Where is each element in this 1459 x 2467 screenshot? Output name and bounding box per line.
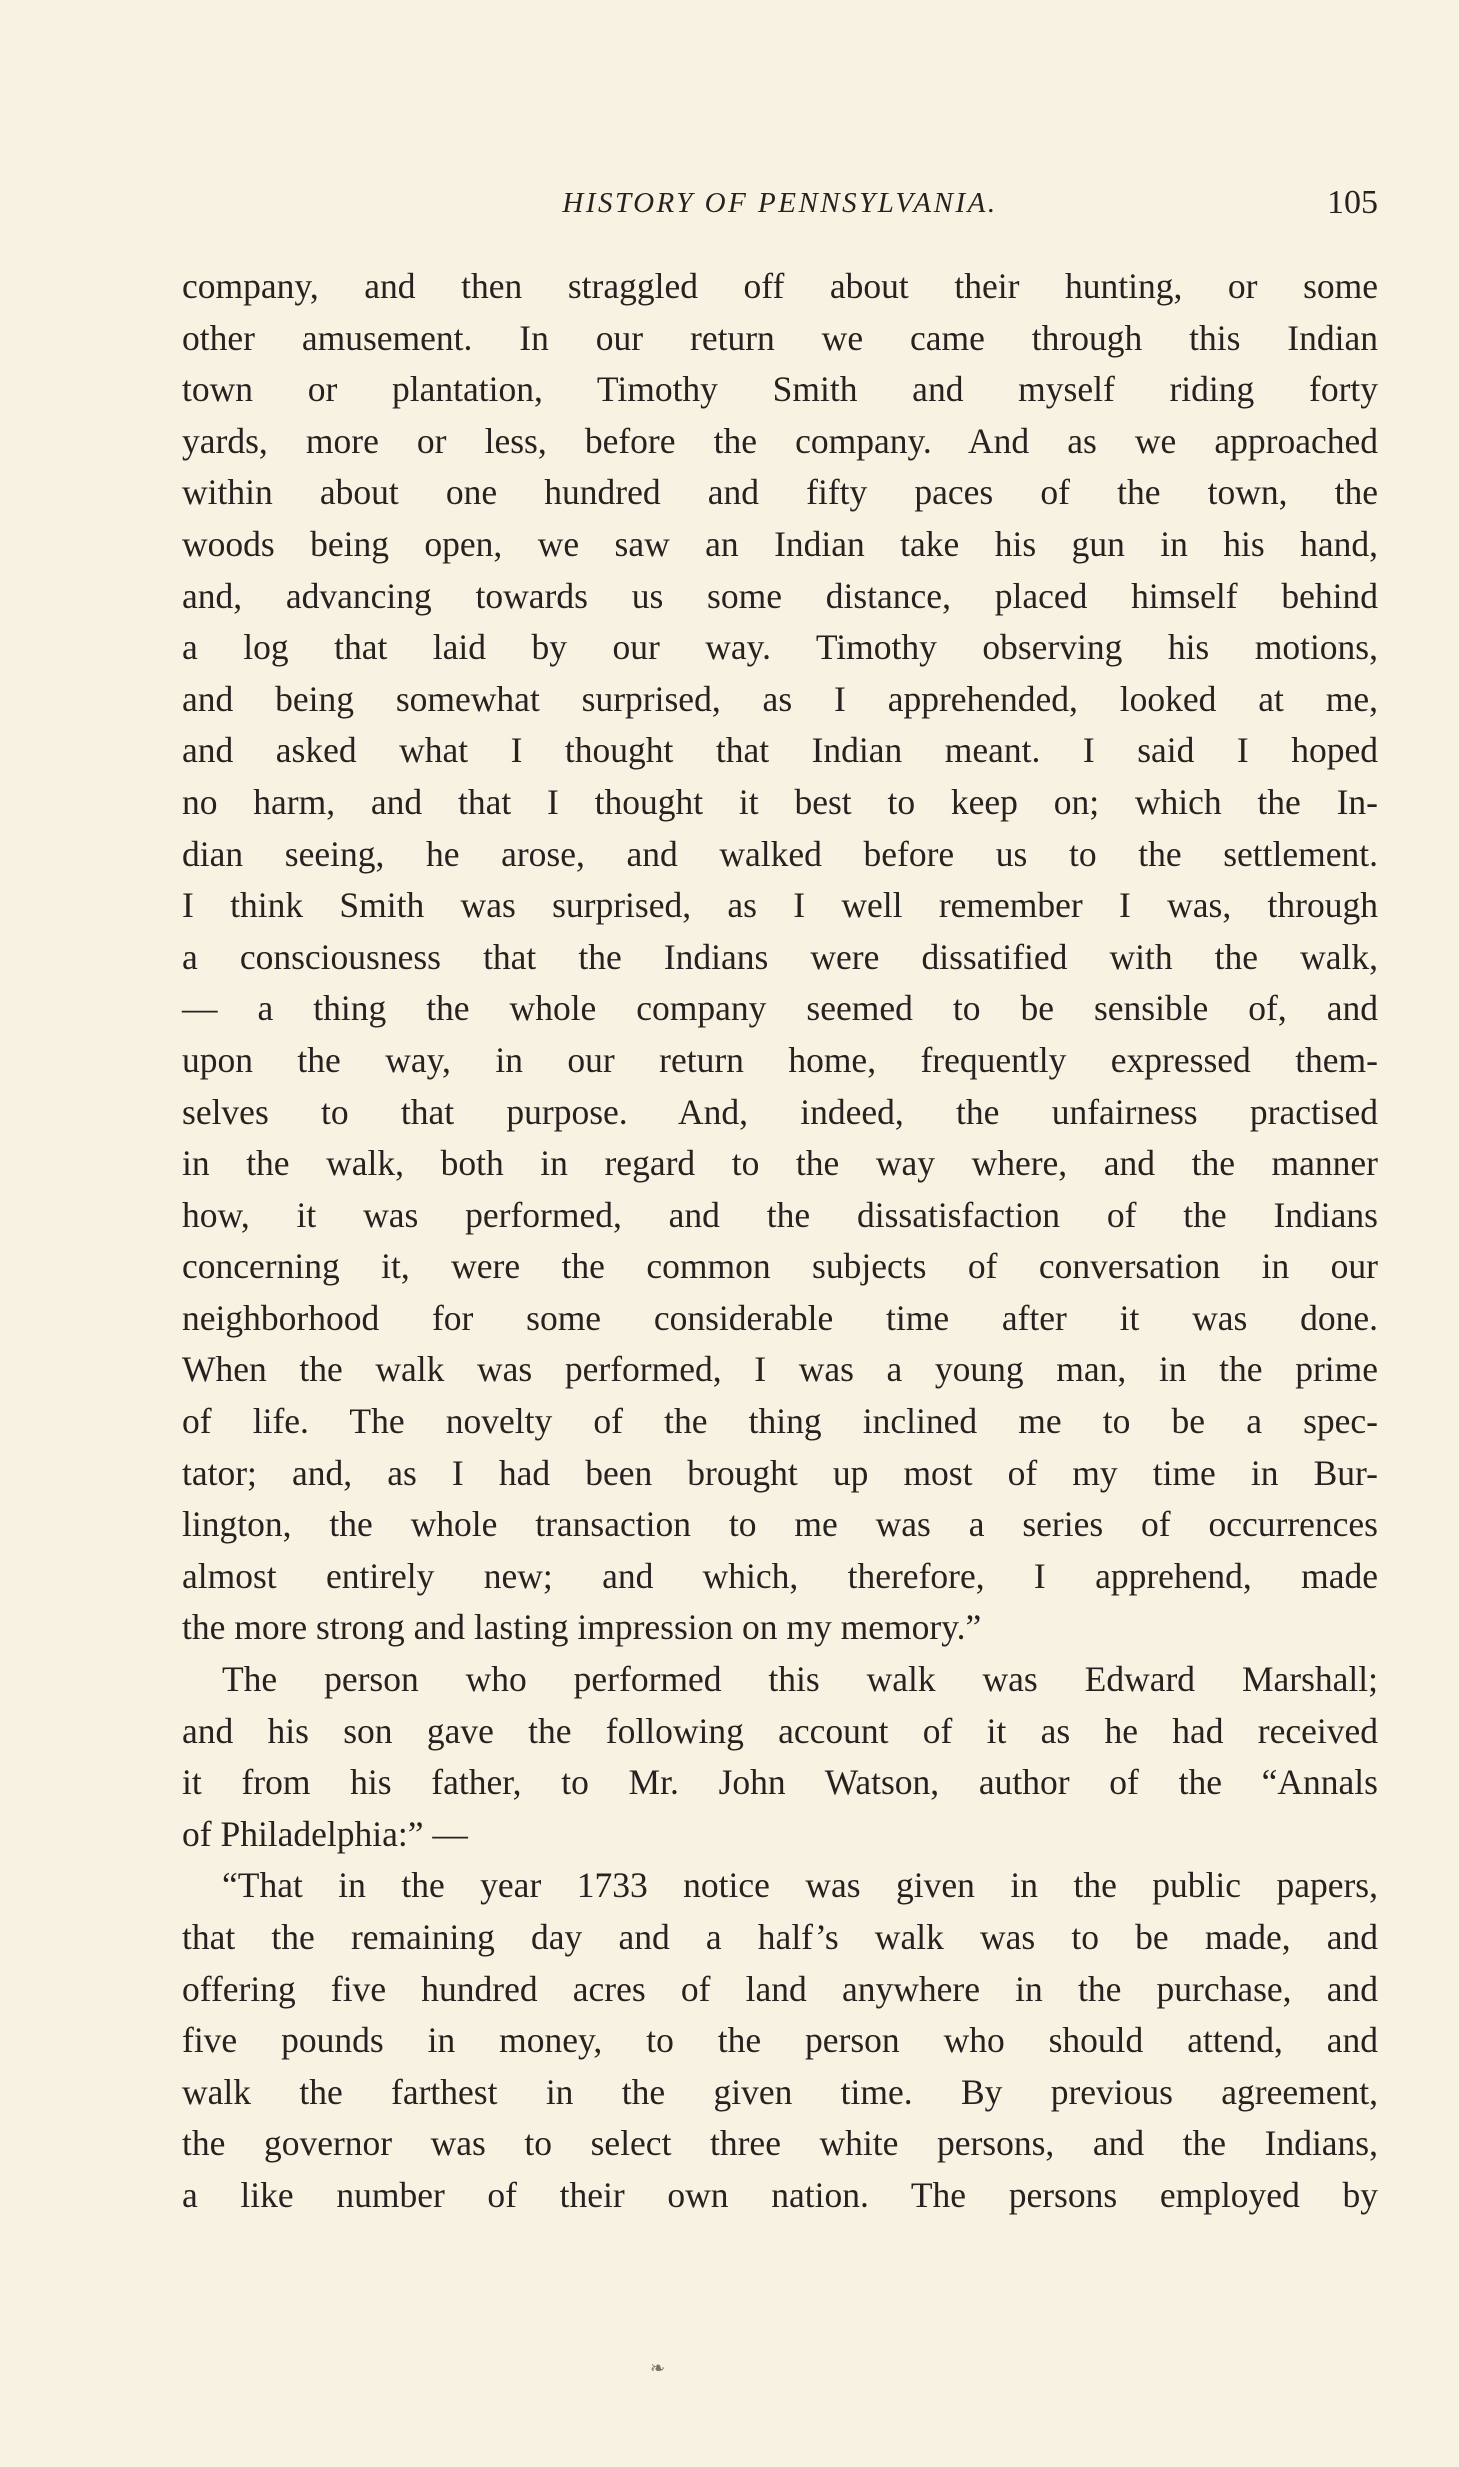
text-line: within about one hundred and fifty paces of the town, the (182, 472, 1378, 513)
text-line: no harm, and that I thought it best to keep on; which the In- (182, 781, 1378, 822)
text-line: town or plantation, Timothy Smith and myself riding forty (182, 369, 1378, 410)
text-line: and his son gave the following account of it as he had received (182, 1710, 1378, 1751)
text-line: of Philadelphia:” — (182, 1813, 468, 1854)
text-line: When the walk was performed, I was a young man, in the prime (182, 1349, 1378, 1390)
text-line: and asked what I thought that Indian meant. I said I hoped (182, 730, 1378, 771)
text-line: and, advancing towards us some distance, placed himself behind (182, 575, 1378, 616)
text-line: “That in the year 1733 notice was given in the public papers, (222, 1865, 1378, 1906)
text-line: neighborhood for some considerable time after it was done. (182, 1297, 1378, 1338)
text-line: the governor was to select three white persons, and the Indians, (182, 2123, 1378, 2164)
text-line: I think Smith was surprised, as I well remember I was, through (182, 885, 1378, 926)
text-line: a like number of their own nation. The persons employed by (182, 2174, 1378, 2215)
running-title: HISTORY OF PENNSYLVANIA. (562, 187, 998, 219)
body-text (182, 261, 1378, 2222)
text-line: the more strong and lasting impression on my memory.” (182, 1607, 982, 1648)
text-line: — a thing the whole company seemed to be sensible of, and (182, 988, 1378, 1029)
text-line: dian seeing, he arose, and walked before us to the settlement. (182, 833, 1378, 874)
text-line: a log that laid by our way. Timothy observing his motions, (182, 627, 1378, 668)
text-line: it from his father, to Mr. John Watson, author of the “Annals (182, 1762, 1378, 1803)
text-line: in the walk, both in regard to the way where, and the manner (182, 1143, 1378, 1184)
text-line: of life. The novelty of the thing inclined me to be a spec- (182, 1401, 1378, 1442)
text-line: concerning it, were the common subjects of conversation in our (182, 1246, 1378, 1287)
text-line: and being somewhat surprised, as I apprehended, looked at me, (182, 678, 1378, 719)
text-line: almost entirely new; and which, therefore, I apprehend, made (182, 1555, 1378, 1596)
text-line: selves to that purpose. And, indeed, the unfairness practised (182, 1091, 1378, 1132)
text-line: a consciousness that the Indians were dissatified with the walk, (182, 936, 1378, 977)
text-line: upon the way, in our return home, frequently expressed them- (182, 1039, 1378, 1080)
text-line: walk the farthest in the given time. By previous agreement, (182, 2071, 1378, 2112)
text-line: five pounds in money, to the person who should attend, and (182, 2020, 1378, 2061)
text-line: how, it was performed, and the dissatisfaction of the Indians (182, 1194, 1378, 1235)
text-line: woods being open, we saw an Indian take his gun in his hand, (182, 523, 1378, 564)
text-line: that the remaining day and a half’s walk was to be made, and (182, 1917, 1378, 1957)
ornament-mark-icon: ❧ (650, 2358, 666, 2379)
text-line: tator; and, as I had been brought up most of my time in Bur- (182, 1452, 1378, 1493)
text-line: lington, the whole transaction to me was a series of occurrences (182, 1504, 1378, 1545)
text-line: offering five hundred acres of land anywhere in the purchase, and (182, 1968, 1378, 2009)
text-line: company, and then straggled off about their hunting, or some (182, 266, 1378, 306)
page-number: 105 (1327, 184, 1378, 221)
text-line: The person who performed this walk was Edward Marshall; (222, 1659, 1378, 1700)
text-line: yards, more or less, before the company. And as we approached (182, 420, 1378, 461)
running-head (182, 178, 1378, 228)
text-line: other amusement. In our return we came through this Indian (182, 317, 1378, 358)
